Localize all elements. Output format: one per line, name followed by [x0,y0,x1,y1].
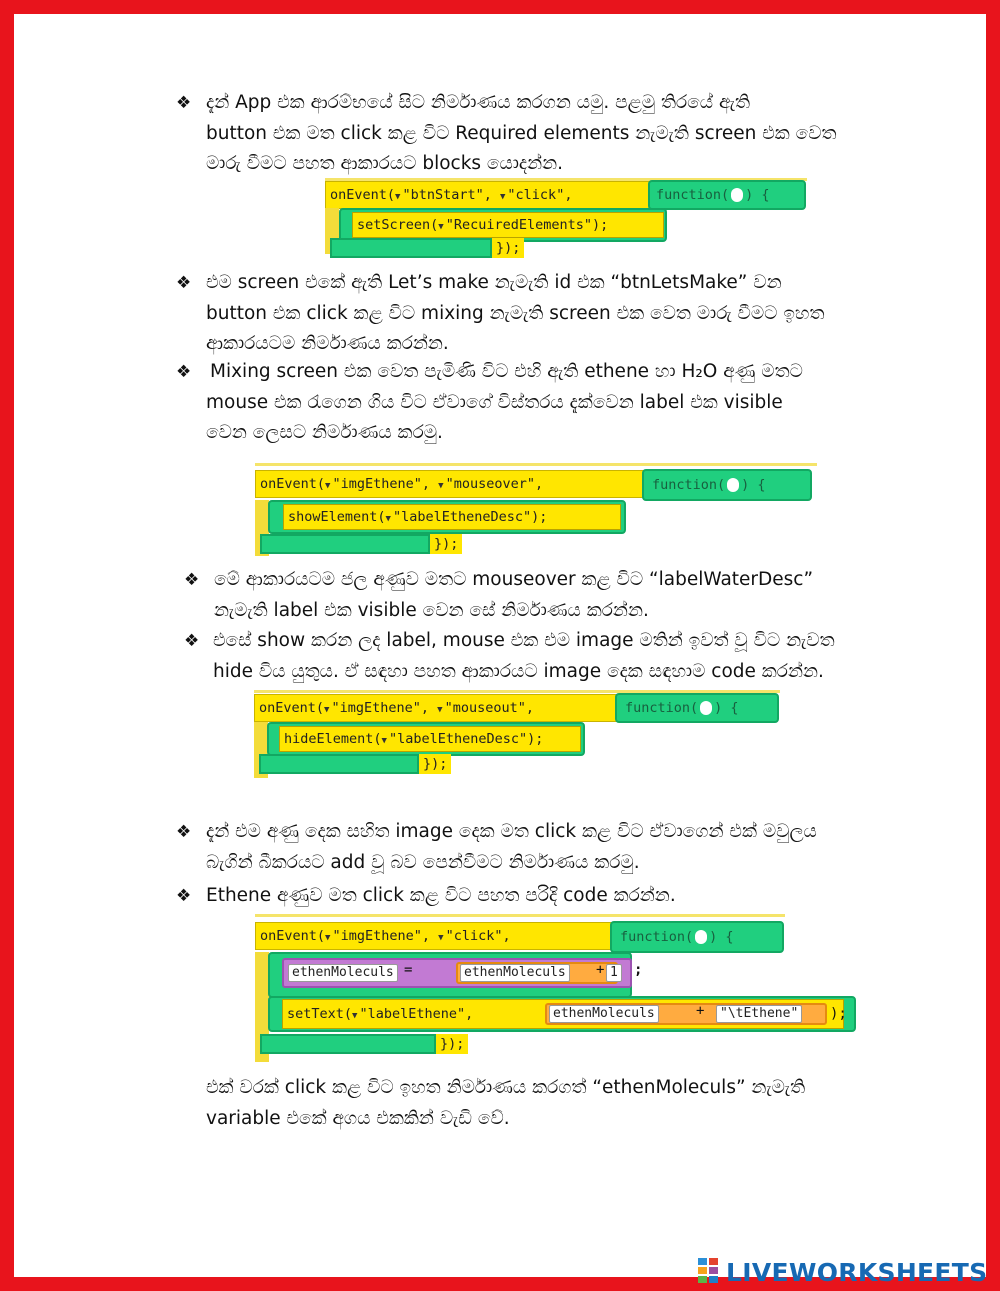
block-close: }); [436,1034,468,1054]
paragraph-8 [206,1073,805,1134]
hideelement-block: hideElement(▼ "labelEtheneDesc"); [279,726,581,752]
number-literal: 1 [606,964,622,982]
onevent-block: onEvent(▼ "imgEthene", ▼ "mouseover", [255,470,647,498]
paragraph-3 [206,357,803,449]
showelement-block: showElement(▼ "labelEtheneDesc"); [283,504,621,530]
bullet-icon: ❖ [176,93,192,113]
paragraph-1 [206,88,837,180]
block-close: }); [419,754,451,774]
paragraph-line: button එක මත click කළ විට Required elements නැමැති screen එක වෙත [206,122,837,144]
paragraph-line: Mixing screen එක වෙත පැමිණි විට එහි ඇති ethene හා H₂O අණු මතට [210,361,803,382]
settext-block: setText(▼ "labelEthene", [282,999,844,1029]
paragraph-line: මාරු වීමට පහත ආකාරයට blocks යොදන්න. [206,153,564,174]
liveworksheets-logo[interactable]: LIVEWORKSHEETS [726,1258,988,1287]
statement-end: ); [830,1006,847,1022]
bullet-icon: ❖ [184,570,200,590]
function-block: function( ) { [610,921,784,953]
liveworksheets-logo-icon [698,1258,722,1284]
variable-ref: ethenMoleculs [460,964,570,982]
paragraph-line: බැගින් බීකරයට add වූ බව පෙන්වීමට නිර්මාණය කරමු. [206,851,640,873]
paragraph-4 [214,565,813,626]
paragraph-line: එම screen එකේ ඇති Let’s make නැමැති id එක “btnLetsMake” වන [206,272,782,293]
paragraph-line: එක් වරක් click කළ විට ඉහත නිර්මාණය කරගත් “ethenMoleculs” නැමැති [206,1077,806,1098]
paragraph-line: ආකාරයටම නිර්මාණය කරන්න. [206,333,449,354]
bullet-icon: ❖ [176,886,192,906]
block-close: }); [430,534,462,554]
bullet-icon: ❖ [176,822,192,842]
onevent-block: onEvent(▼ "btnStart", ▼ "click", [325,181,655,209]
function-block: function( ) { [648,180,806,210]
paragraph-line: මේ ආකාරයටම ජල අණුව මතට mouseover කළ විට “labelWaterDesc” [214,569,814,590]
onevent-block: onEvent(▼ "imgEthene", ▼ "mouseout", [254,694,618,722]
assign-equals: = [404,962,413,978]
paragraph-2 [206,268,825,360]
function-block: function( ) { [642,469,812,501]
onevent-block: onEvent(▼ "imgEthene", ▼ "click", [255,922,613,950]
block-close: }); [492,238,524,258]
plus-operator: + [696,1003,705,1019]
paragraph-line: mouse එක රැගෙන ගිය විට ඒවාගේ විස්තරය දැක්වෙන label එක visible [206,391,783,413]
paragraph-line: දැන් එම අණු දෙක සහිත image දෙක මත click කළ විට ඒවාගෙන් එක් මවුලය [206,821,817,842]
paragraph-line: නැමැති label එක visible වෙන සේ නිර්මාණය කරන්න. [214,599,649,621]
setscreen-block: setScreen(▼ "RecuiredElements"); [352,212,664,238]
paragraph-line: Ethene අණුව මත click කළ විට පහත පරිදි code කරන්න. [206,885,676,906]
paragraph-line: වෙන ලෙසට නිර්මාණය කරමු. [206,422,443,443]
bullet-icon: ❖ [176,362,192,382]
paragraph-line: button එක click කළ විට mixing නැමැති screen එක වෙත මාරු වීමට ඉහත [206,302,825,324]
paragraph-7 [206,881,676,912]
string-literal: "\tEthene" [716,1005,802,1023]
function-block: function( ) { [615,693,779,723]
statement-end: ; [634,962,643,978]
bullet-icon: ❖ [176,273,192,293]
paragraph-line: එසේ show කරන ලද label, mouse එක එම image මතින් ඉවත් වූ විට නැවත [213,630,835,651]
variable-ref: ethenMoleculs [549,1005,659,1023]
bullet-icon: ❖ [184,631,200,651]
paragraph-6 [206,817,817,878]
paragraph-line: hide විය යුතුය. ඒ සඳහා පහත ආකාරයට image දෙක සඳහාම code කරන්න. [213,660,824,682]
paragraph-5 [213,626,835,687]
paragraph-line: variable එකේ අගය එකකින් වැඩි වේ. [206,1107,510,1129]
plus-operator: + [596,962,605,978]
variable-name: ethenMoleculs [288,964,398,982]
paragraph-line: දැන් App එක ආරම්භයේ සිට නිර්මාණය කරගන යමු. පළමු තිරයේ ඇති [206,92,751,113]
